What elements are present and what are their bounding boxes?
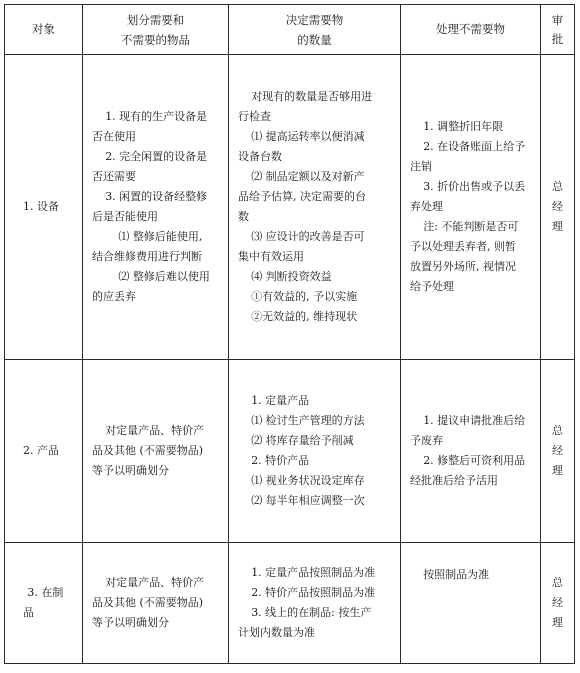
header-object: 对象	[5, 5, 83, 55]
row-handle	[401, 543, 541, 664]
header-approval-l2: 批	[551, 31, 564, 46]
table-row-product	[5, 360, 575, 543]
approval-char: 理	[552, 220, 563, 233]
approval-char: 经	[552, 200, 563, 213]
text-line: 对定量产品、特价产	[105, 576, 205, 589]
header-approval	[541, 5, 575, 55]
text-line: 2. 完全闲置的设备是	[105, 150, 208, 163]
row-handle	[401, 360, 541, 543]
row-decide	[229, 543, 401, 664]
text-line: 后是否能使用	[92, 210, 158, 223]
header-classify-l1: 划分需要和	[126, 12, 185, 27]
text-line: 3. 线上的在制品: 按生产	[251, 606, 372, 619]
text-line: ⑵ 将库存量给予削减	[251, 434, 354, 447]
text-line: 集中有效运用	[238, 250, 304, 263]
text-line: 品及其他 (不需要物品)	[92, 444, 204, 457]
approval-char: 经	[552, 444, 563, 457]
text-line: ②无效益的, 维持现状	[251, 310, 358, 323]
row-classify	[83, 543, 229, 664]
header-row	[5, 5, 575, 55]
approval-char: 总	[552, 424, 563, 437]
row-classify	[83, 360, 229, 543]
row-object	[5, 543, 83, 664]
text-line: 按照制品为准	[423, 568, 490, 581]
text-line: 3. 闲置的设备经整修	[105, 190, 208, 203]
header-classify	[83, 5, 229, 55]
text-line: 3. 在制	[27, 586, 64, 599]
text-line: 注销	[410, 160, 432, 173]
text-line: 的应丢弃	[92, 290, 136, 303]
table-row-equipment	[5, 55, 575, 360]
text-line: 否还需要	[92, 170, 136, 183]
text-line: 予以处理丢弃者, 则暂	[410, 240, 516, 253]
row-object: 2. 产品	[5, 360, 83, 543]
approval-char: 经	[552, 596, 563, 609]
header-handle: 处理不需要物	[401, 5, 541, 55]
text-line: 品给予估算, 决定需要的台	[238, 190, 366, 203]
text-line: ⑶ 应设计的改善是否可	[251, 230, 365, 243]
row-decide	[229, 55, 401, 360]
approval-char: 理	[552, 464, 563, 477]
text-line: ⑷ 判断投资效益	[251, 270, 332, 283]
text-line: 1. 调整折旧年限	[423, 120, 504, 133]
text-line: 2. 特价产品按照制品为准	[251, 586, 376, 599]
header-decide-l2: 的数量	[297, 32, 332, 47]
text-line: 对定量产品、特价产	[105, 424, 205, 437]
text-line: 品及其他 (不需要物品)	[92, 596, 204, 609]
text-line: 2. 在设备账面上给予	[423, 140, 526, 153]
text-line: 1. 定量产品	[251, 394, 310, 407]
text-line: 给予处理	[410, 280, 454, 293]
text-line: 等予以明确划分	[92, 616, 169, 629]
header-decide-l1: 决定需要物	[285, 12, 344, 27]
text-line: 弃处理	[410, 200, 443, 213]
text-line: 等予以明确划分	[92, 464, 169, 477]
row-classify	[83, 55, 229, 360]
text-line: 数	[238, 210, 249, 223]
approval-char: 总	[552, 180, 563, 193]
header-approval-l1: 审	[551, 12, 564, 27]
text-line: 2. 特价产品	[251, 454, 310, 467]
text-line: ⑴ 检讨生产管理的方法	[251, 414, 365, 427]
text-line: 结合维修费用进行判断	[92, 250, 202, 263]
row-approval	[541, 543, 575, 664]
text-line: ①有效益的, 予以实施	[251, 290, 358, 303]
row-handle	[401, 55, 541, 360]
header-decide	[229, 5, 401, 55]
table-row-wip	[5, 543, 575, 664]
header-classify-l2: 不需要的物品	[121, 32, 190, 47]
row-approval	[541, 55, 575, 360]
text-line: 放置另外场所, 视情况	[410, 260, 516, 273]
row-decide	[229, 360, 401, 543]
text-line: 予废弃	[410, 434, 443, 447]
text-line: ⑴ 整修后能使用,	[118, 230, 203, 243]
text-line: 行检查	[238, 110, 271, 123]
text-line: ⑵ 每半年相应调整一次	[251, 494, 365, 507]
text-line: ⑵ 制品定额以及对新产	[251, 170, 365, 183]
text-line: ⑴ 视业务状况设定库存	[251, 474, 365, 487]
text-line: 否在使用	[92, 130, 136, 143]
row-approval	[541, 360, 575, 543]
text-line: 品	[23, 606, 34, 619]
text-line: ⑵ 整修后难以使用	[118, 270, 210, 283]
text-line: 对现有的数量是否够用进	[251, 90, 373, 103]
text-line: 1. 提议申请批准后给	[423, 414, 526, 427]
text-line: 计划内数量为准	[238, 626, 315, 639]
text-line: 2. 修整后可资利用品	[423, 454, 526, 467]
text-line: 3. 折价出售或予以丢	[423, 180, 526, 193]
text-line: 经批准后给予活用	[410, 474, 498, 487]
row-object: 1. 设备	[5, 55, 83, 360]
text-line: 1. 定量产品按照制品为准	[251, 566, 376, 579]
text-line: ⑴ 提高运转率以便消减	[251, 130, 365, 143]
approval-char: 总	[552, 576, 563, 589]
approval-char: 理	[552, 616, 563, 629]
text-line: 1. 现有的生产设备是	[105, 110, 208, 123]
text-line: 注: 不能判断是否可	[423, 220, 519, 233]
text-line: 设备台数	[238, 150, 282, 163]
management-table	[4, 4, 575, 664]
